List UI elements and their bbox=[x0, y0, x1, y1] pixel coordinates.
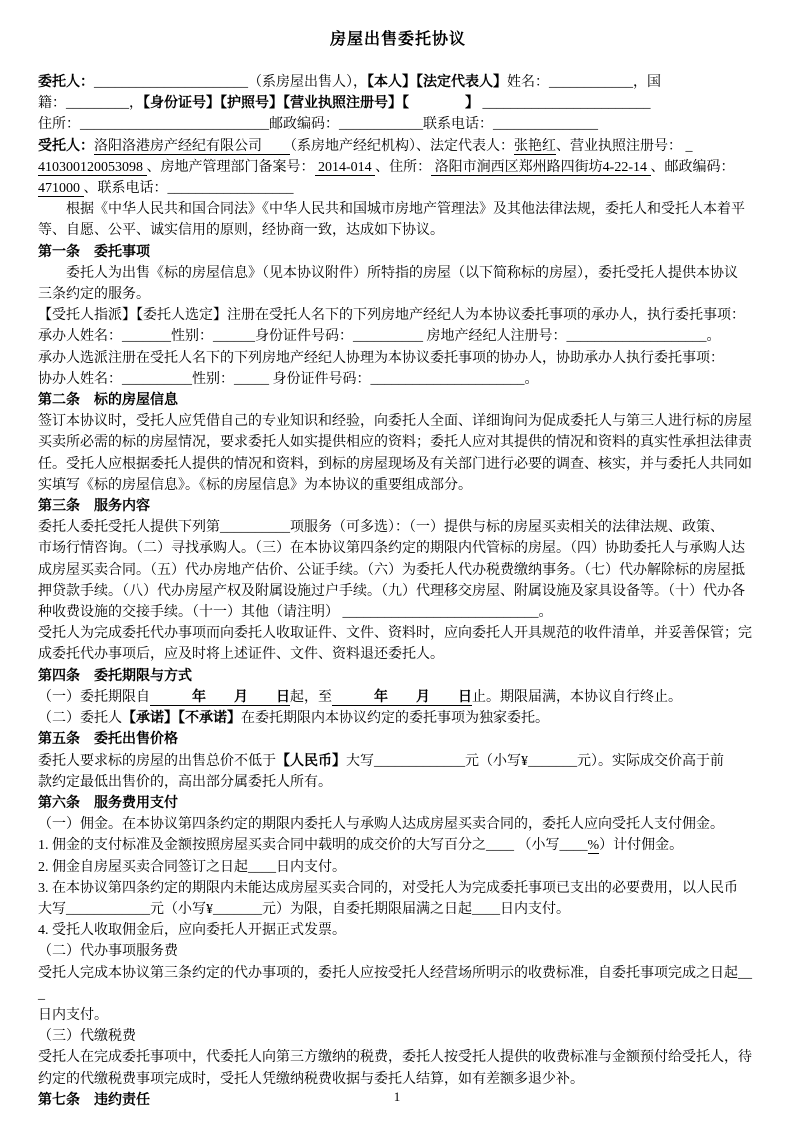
text-run: 承办人选派注册在受托人名下的下列房地产经纪人协理为本协议委托事项的协办人，协助承办人执行委托事项： bbox=[38, 350, 724, 366]
text-run: 3. 在本协议第四条约定的期限内未能达成房屋买卖合同的，对受托人为完成委托事项已支出的必要费用，以人民币 bbox=[38, 880, 738, 896]
intro-line-2 bbox=[38, 220, 758, 241]
text-run: _______ bbox=[528, 753, 577, 769]
text-run: 止。期限届满，本协议自行终止。 bbox=[472, 689, 682, 705]
text-run: 元（小写¥ bbox=[465, 753, 528, 769]
text-run: 委托人要求标的房屋的出售总价不低于 bbox=[38, 753, 276, 769]
intro-line-1 bbox=[38, 199, 758, 220]
text-run: 大写 bbox=[346, 753, 374, 769]
article-1-line-1 bbox=[38, 263, 758, 284]
filled-blank bbox=[430, 690, 458, 706]
text-run: 市场行情咨询。（二）寻找承购人。（三）在本协议第四条约定的期限内代管标的房屋。（四）协助委托人与承购人达 bbox=[38, 541, 745, 557]
text-run: __________________ bbox=[167, 181, 294, 197]
filled-blank bbox=[248, 690, 276, 706]
text-run: __________ bbox=[353, 329, 423, 345]
text-run: ____________________ bbox=[566, 329, 707, 345]
text-run: 承办人姓名： bbox=[38, 329, 122, 345]
text-run: 第三条 服务内容 bbox=[38, 499, 150, 515]
text-run: （小写 bbox=[514, 838, 560, 854]
party-client-line-2 bbox=[38, 93, 758, 114]
filled-blank bbox=[388, 690, 416, 706]
text-run: 受托人为完成委托代办事项而向委托人收取证件、文件、资料时，应向委托人开具规范的收件清单，并妥善保管；完 bbox=[38, 626, 752, 642]
text-run: ___ bbox=[38, 965, 752, 1002]
filled-blank: 月 bbox=[416, 689, 430, 705]
text-run: ____ bbox=[472, 901, 500, 917]
text-run: 第二条 标的房屋信息 bbox=[38, 393, 178, 409]
text-run: 、住所： bbox=[375, 159, 432, 175]
text-run: ________________________ bbox=[479, 96, 651, 112]
text-run: __________ bbox=[122, 371, 192, 387]
text-run: 【本人】【法定代表人】 bbox=[367, 75, 507, 90]
text-run: _______ bbox=[122, 329, 171, 345]
text-run: 起，至 bbox=[290, 689, 332, 705]
text-run: （一）佣金。在本协议第四条约定的期限内委托人与承购人达成房屋买卖合同的，委托人应向受托人支付佣金。 bbox=[38, 817, 724, 833]
filled-blank: % bbox=[587, 838, 600, 854]
text-run: 、营业执照注册号： bbox=[556, 138, 682, 154]
text-run: 2. 佣金自房屋买卖合同签订之日起 bbox=[38, 859, 248, 875]
article-6-line-11 bbox=[38, 1047, 758, 1068]
text-run: 邮政编码： bbox=[269, 117, 339, 133]
text-run: 。 bbox=[706, 329, 721, 345]
filled-blank: 2014-014 bbox=[314, 159, 376, 175]
text-run: ____________ bbox=[549, 75, 633, 90]
text-run: 三条约定的服务。 bbox=[38, 287, 150, 303]
text-run: （一）委托期限自 bbox=[38, 689, 150, 705]
text-run: 项服务（可多选）：（一）提供与标的房屋买卖相关的法律法规、政策、 bbox=[290, 520, 724, 536]
article-3-line-4 bbox=[38, 581, 758, 602]
article-1-line-4 bbox=[38, 326, 758, 347]
text-run: 第四条 委托期限与方式 bbox=[38, 668, 192, 684]
article-2-line-2 bbox=[38, 432, 758, 453]
text-run: 协办人姓名： bbox=[38, 371, 122, 387]
filled-blank: 洛阳市涧西区郑州路四街坊4-22-14 bbox=[431, 159, 651, 175]
text-run: _____ bbox=[234, 371, 269, 387]
filled-blank: 年 bbox=[192, 689, 206, 705]
article-6-line-6 bbox=[38, 920, 758, 941]
article-6-line-1 bbox=[38, 814, 758, 835]
text-run: 买卖所必需的标的房屋情况，要求委托人如实提供相应的资料；委托人应对其提供的情况和资料的真实性承担法律责 bbox=[38, 435, 752, 451]
text-run: 元）。实际成交价高于前 bbox=[577, 753, 724, 769]
text-run: 【承诺】【不承诺】 bbox=[122, 711, 241, 727]
text-run: ____ bbox=[486, 838, 514, 854]
text-run: 。 bbox=[524, 371, 539, 387]
document-body bbox=[38, 72, 758, 1111]
article-1-heading bbox=[38, 242, 758, 263]
text-run: 在委托期限内本协议约定的委托事项为独家委托。 bbox=[241, 711, 549, 727]
text-run: ____________________________ bbox=[342, 605, 539, 621]
text-run: 任。受托人应根据委托人提供的情况和资料，到标的房屋现场及有关部门进行必要的调查、核实，并与委托人共同如 bbox=[38, 456, 752, 472]
article-2-line-1 bbox=[38, 411, 758, 432]
text-run: 款约定最低出售价的，高出部分属委托人所有。 bbox=[38, 774, 332, 790]
text-run: _______________ bbox=[493, 117, 598, 133]
text-run: 受托人在完成委托事项中，代委托人向第三方缴纳的税费，委托人按受托人提供的收费标准与金额预付给受托人，待 bbox=[38, 1050, 752, 1066]
text-run: 签订本协议时，受托人应凭借自己的专业知识和经验，向委托人全面、详细询问为促成委托人与第三人进行标的房屋 bbox=[38, 414, 752, 430]
party-agent-line-1 bbox=[38, 136, 758, 157]
filled-blank: 月 bbox=[234, 689, 248, 705]
article-6-line-9 bbox=[38, 1005, 758, 1026]
article-1-line-5 bbox=[38, 348, 758, 369]
article-3-line-1 bbox=[38, 517, 758, 538]
text-run: 实填写《标的房屋信息》。《标的房屋信息》为本协议的重要组成部分。 bbox=[38, 477, 472, 493]
text-run: 大写 bbox=[38, 901, 66, 917]
article-5-heading bbox=[38, 729, 758, 750]
text-run: 委托人为出售《标的房屋信息》（见本协议附件）所特指的房屋（以下简称标的房屋），委托受托人提供本协议 bbox=[38, 265, 738, 281]
text-run: 4. 受托人收取佣金后，应向委托人开据正式发票。 bbox=[38, 923, 346, 939]
article-4-heading bbox=[38, 666, 758, 687]
filled-blank: 洛阳洛港房产经纪有限公司 bbox=[94, 138, 290, 154]
filled-blank bbox=[150, 690, 192, 706]
article-6-line-4 bbox=[38, 878, 758, 899]
filled-blank bbox=[206, 690, 234, 706]
text-run: （二）委托人 bbox=[38, 711, 122, 727]
article-6-line-12 bbox=[38, 1069, 758, 1090]
text-run: ___________________________ bbox=[80, 117, 269, 133]
text-run: 1. 佣金的支付标准及金额按照房屋买卖合同中载明的成交价的大写百分之 bbox=[38, 838, 486, 854]
text-run: _______ bbox=[213, 901, 262, 917]
text-run: （系房地产经纪机构）、法定代表人： bbox=[290, 138, 514, 154]
text-run: 身份证件号码： bbox=[255, 329, 353, 345]
text-run: （系房屋出售人）， bbox=[248, 75, 367, 90]
text-run: 根据《中华人民共和国合同法》《中华人民共和国城市房地产管理法》及其他法律法规，委托人和受托人本着平 bbox=[38, 202, 745, 218]
document-title: 房屋出售委托协议 bbox=[329, 31, 466, 48]
text-run: 籍： bbox=[38, 96, 66, 112]
text-run: 成房屋买卖合同。（五）代办房地产估价、公证手续。（六）为委托人代办税费缴纳事务。（七）代办解除标的房屋抵 bbox=[38, 562, 745, 578]
text-run: 性别： bbox=[171, 329, 213, 345]
party-client-line-3 bbox=[38, 114, 758, 135]
text-run: 、房地产管理部门备案号： bbox=[146, 159, 315, 175]
text-run: ____ bbox=[248, 859, 276, 875]
text-run: ____________ bbox=[66, 901, 150, 917]
article-6-line-7 bbox=[38, 941, 758, 962]
article-5-line-1 bbox=[38, 751, 758, 772]
party-agent-line-3 bbox=[38, 178, 758, 199]
text-run: 第七条 违约责任 bbox=[38, 1092, 150, 1108]
text-run: ____________ bbox=[339, 117, 423, 133]
text-run: ______________________ bbox=[94, 75, 248, 90]
article-3-heading bbox=[38, 496, 758, 517]
article-1-line-6 bbox=[38, 369, 758, 390]
article-4-line-1 bbox=[38, 687, 758, 708]
text-run: 等、自愿、公平、诚实信用的原则，经协商一致，达成如下协议。 bbox=[38, 223, 444, 239]
party-agent-line-2 bbox=[38, 157, 758, 178]
text-run: __________ bbox=[220, 520, 290, 536]
text-run: 性别： bbox=[192, 371, 234, 387]
article-2-heading bbox=[38, 390, 758, 411]
article-1-line-3 bbox=[38, 305, 758, 326]
text-run: 日内支付。 bbox=[500, 901, 570, 917]
article-6-line-10 bbox=[38, 1026, 758, 1047]
filled-blank: 410300120053098 bbox=[38, 159, 147, 175]
filled-blank: 471000 bbox=[38, 181, 84, 197]
text-run: 房地产经纪人注册号： bbox=[423, 329, 567, 345]
text-run: （三）代缴税费 bbox=[38, 1029, 136, 1045]
article-3-line-2 bbox=[38, 538, 758, 559]
article-6-line-5 bbox=[38, 899, 758, 920]
text-run: 【人民币】 bbox=[276, 753, 346, 769]
text-run: 元）为限，自委托期限届满之日起 bbox=[262, 901, 472, 917]
text-run: 押贷款手续。（八）代办房屋产权及附属设施过户手续。（九）代理移交房屋、附属设施及家具设备等。（十）代办各 bbox=[38, 583, 745, 599]
article-3-line-7 bbox=[38, 644, 758, 665]
article-3-line-5 bbox=[38, 602, 758, 623]
text-run: 第一条 委托事项 bbox=[38, 244, 150, 260]
text-run: ______ bbox=[213, 329, 255, 345]
text-run: 约定的代缴税费事项完成时，受托人凭缴纳税费收据与委托人结算，如有差额多退少补。 bbox=[38, 1071, 584, 1087]
article-6-line-8 bbox=[38, 963, 758, 1005]
text-run: _ bbox=[682, 138, 693, 154]
text-run: 日内支付。 bbox=[38, 1007, 108, 1023]
page-content bbox=[38, 30, 758, 1111]
text-run: 种收费设施的交接手续。（十一）其他（请注明） bbox=[38, 605, 343, 621]
text-run: ______________________ bbox=[370, 371, 525, 387]
text-run: 受托人： bbox=[38, 138, 94, 154]
text-run: 联系电话： bbox=[423, 117, 493, 133]
article-4-line-2 bbox=[38, 708, 758, 729]
text-run: 第五条 委托出售价格 bbox=[38, 732, 178, 748]
text-run: 委托人： bbox=[38, 75, 94, 90]
text-run: 受托人完成本协议第三条约定的代办事项的，委托人应按受托人经营场所明示的收费标准，自委托事项完成之日起 bbox=[38, 965, 738, 981]
text-run: 日内支付。 bbox=[276, 859, 346, 875]
text-run: 【身份证号】【护照号】【营业执照注册号】【 】 bbox=[143, 96, 479, 112]
text-run: 住所： bbox=[38, 117, 80, 133]
text-run: 身份证件号码： bbox=[269, 371, 371, 387]
text-run: 、联系电话： bbox=[83, 181, 168, 197]
article-5-line-2 bbox=[38, 772, 758, 793]
text-run: 姓名： bbox=[507, 75, 549, 90]
article-6-line-2 bbox=[38, 835, 758, 856]
party-client-line-1 bbox=[38, 72, 758, 93]
filled-blank: 年 bbox=[374, 689, 388, 705]
text-run: 委托人委托受托人提供下列第 bbox=[38, 520, 220, 536]
page-number: 1 bbox=[393, 1089, 401, 1104]
text-run: 元（小写¥ bbox=[150, 901, 213, 917]
article-2-line-4 bbox=[38, 475, 758, 496]
article-2-line-3 bbox=[38, 454, 758, 475]
filled-blank bbox=[332, 690, 374, 706]
filled-blank: 日 bbox=[458, 689, 472, 705]
text-run: 成委托代办事项后，应及时将上述证件、文件、资料退还委托人。 bbox=[38, 647, 444, 663]
text-run: ____ bbox=[559, 838, 588, 854]
text-run: 。 bbox=[538, 605, 553, 621]
text-run: （二）代办事项服务费 bbox=[38, 944, 178, 960]
text-run: ）计付佣金。 bbox=[599, 838, 684, 854]
text-run: 、邮政编码： bbox=[650, 159, 735, 175]
text-run: ，国 bbox=[633, 75, 661, 90]
filled-blank: 日 bbox=[276, 689, 290, 705]
article-6-line-3 bbox=[38, 857, 758, 878]
text-run: _________ bbox=[66, 96, 129, 112]
article-6-heading bbox=[38, 793, 758, 814]
filled-blank: 张艳红 bbox=[514, 138, 556, 154]
article-1-line-2 bbox=[38, 284, 758, 305]
text-run: ， bbox=[129, 96, 143, 112]
text-run: 【受托人指派】【委托人选定】注册在受托人名下的下列房地产经纪人为本协议委托事项的承办人，执行委托事项： bbox=[38, 308, 745, 324]
article-3-line-3 bbox=[38, 560, 758, 581]
article-3-line-6 bbox=[38, 623, 758, 644]
text-run: 第六条 服务费用支付 bbox=[38, 795, 178, 811]
text-run: _____________ bbox=[374, 753, 465, 769]
